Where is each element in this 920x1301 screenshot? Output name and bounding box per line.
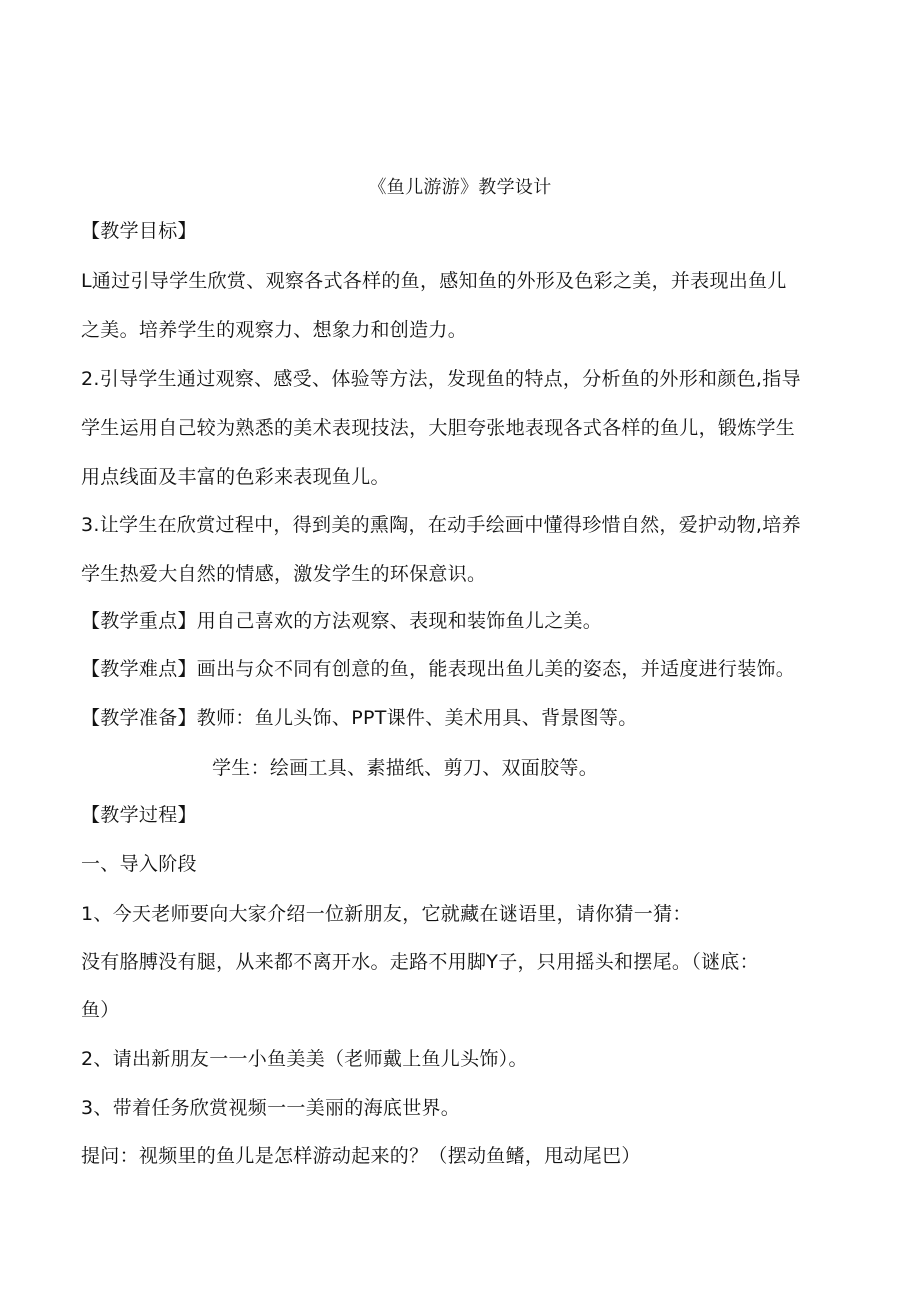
question: 提问：视频里的鱼儿是怎样游动起来的？（摆动鱼鳍，甩动尾巴） <box>81 1145 641 1167</box>
teaching-difficulties: 【教学难点】画出与众不同有创意的鱼，能表现出鱼儿美的姿态，并适度进行装饰。 <box>81 658 796 680</box>
teaching-preparation-student: 学生：绘画工具、素描纸、剪刀、双面胶等。 <box>212 757 599 779</box>
stage-1-heading: 一、导入阶段 <box>81 853 197 875</box>
objective-1-line-2: 之美。培养学生的观察力、想象力和创造力。 <box>81 319 468 341</box>
riddle-line-2: 鱼） <box>81 999 120 1021</box>
teaching-preparation-teacher: 【教学准备】教师：鱼儿头饰、PPT课件、美术用具、背景图等。 <box>81 707 638 729</box>
process-heading: 【教学过程】 <box>81 804 197 826</box>
objective-1-line-1: L通过引导学生欣赏、观察各式各样的鱼，感知鱼的外形及色彩之美，并表现出鱼儿 <box>81 270 787 292</box>
objective-3-line-2: 学生热爱大自然的情感，激发学生的环保意识。 <box>81 563 487 585</box>
riddle-line-1: 没有胳膊没有腿，从来都不离开水。走路不用脚Y子，只用摇头和摆尾。（谜底： <box>81 951 759 973</box>
step-1: 1、今天老师要向大家介绍一位新朋友，它就藏在谜语里，请你猜一猜： <box>81 903 692 925</box>
document-title: 《鱼儿游游》教学设计 <box>368 177 552 198</box>
step-3: 3、带着任务欣赏视频一一美丽的海底世界。 <box>81 1097 461 1119</box>
objectives-heading: 【教学目标】 <box>81 220 197 242</box>
objective-2-line-2: 学生运用自己较为熟悉的美术表现技法，大胆夸张地表现各式各样的鱼儿，锻炼学生 <box>81 417 796 439</box>
objective-2-line-1: 2.引导学生通过观察、感受、体验等方法，发现鱼的特点，分析鱼的外形和颜色,指导 <box>81 368 801 390</box>
objective-3-line-1: 3.让学生在欣赏过程中，得到美的熏陶，在动手绘画中懂得珍惜自然，爱护动物,培养 <box>81 514 801 536</box>
teaching-key-points: 【教学重点】用自己喜欢的方法观察、表现和装饰鱼儿之美。 <box>81 610 603 632</box>
step-2: 2、请出新朋友一一小鱼美美（老师戴上鱼儿头饰）。 <box>81 1048 528 1070</box>
objective-2-line-3: 用点线面及丰富的色彩来表现鱼儿。 <box>81 466 390 488</box>
